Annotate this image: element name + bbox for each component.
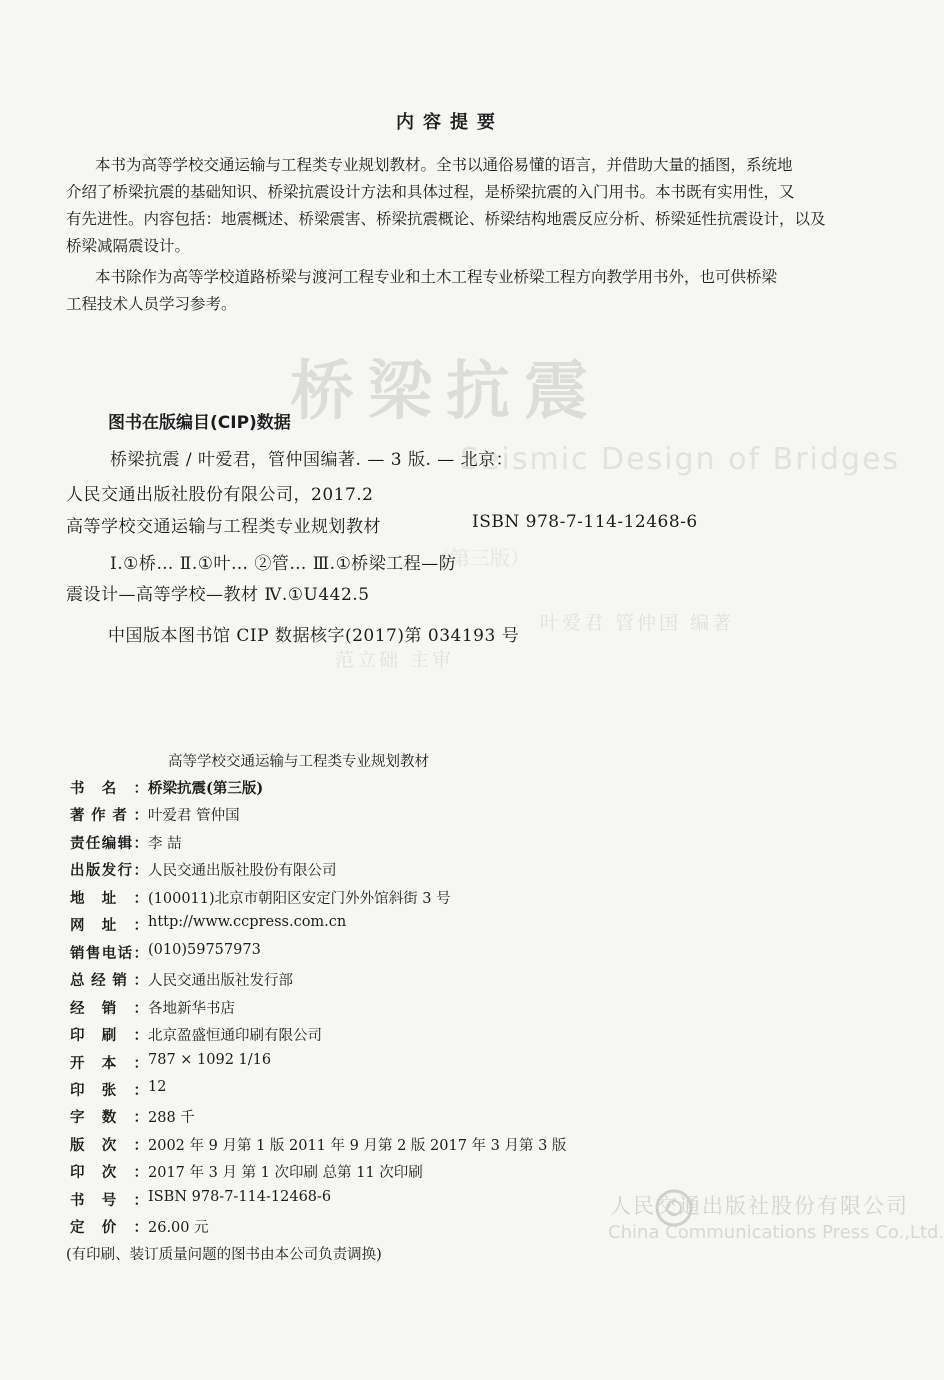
colophon-label: 地 址 ： — [70, 890, 148, 907]
cip-line6: 中国版本图书馆 CIP 数据核字(2017)第 034193 号 — [108, 626, 520, 646]
colophon-series: 高等学校交通运输与工程类专业规划教材 — [168, 754, 429, 770]
colophon-label: 开 本 ： — [70, 1055, 148, 1072]
colophon-row — [70, 1024, 322, 1045]
ghost-reviewer: 范立础 主审 — [335, 649, 455, 671]
colophon-row — [70, 1106, 195, 1127]
cip-line5: 震设计—高等学校—教材 Ⅳ.①U442.5 — [66, 585, 370, 605]
colophon-row — [70, 859, 337, 880]
cip-line2: 人民交通出版社股份有限公司，2017.2 — [66, 485, 374, 505]
publisher-logo-icon — [654, 1188, 694, 1228]
colophon-label: 经 销 ： — [70, 1000, 148, 1017]
colophon-value: 787 × 1092 1/16 — [148, 1051, 272, 1068]
synopsis-p1-line2: 介绍了桥梁抗震的基础知识、桥梁抗震设计方法和具体过程，是桥梁抗震的入门用书。本书既有实用性，又 — [66, 183, 795, 201]
colophon-label: 著 作 者 ： — [70, 808, 148, 825]
colophon-label: 印 张 ： — [70, 1082, 148, 1099]
colophon-value: 人民交通出版社股份有限公司 — [148, 863, 337, 880]
colophon-value: 288 千 — [148, 1110, 195, 1127]
synopsis-title: 内容提要 — [396, 112, 504, 133]
colophon-row — [70, 1161, 423, 1182]
colophon-row — [70, 777, 263, 798]
cip-line3-series: 高等学校交通运输与工程类专业规划教材 — [66, 517, 381, 537]
colophon-label: 定 价 ： — [70, 1220, 148, 1237]
colophon-value: 26.00 元 — [148, 1220, 209, 1237]
colophon-row — [70, 887, 451, 908]
colophon-row — [70, 1189, 331, 1210]
colophon-row — [70, 1052, 271, 1073]
colophon-value: 李 喆 — [148, 835, 182, 852]
colophon-label: 总 经 销 ： — [70, 973, 148, 990]
colophon-row — [70, 914, 346, 935]
colophon-row — [70, 832, 182, 853]
ghost-authors: 叶爱君 管仲国 编著 — [540, 612, 735, 634]
colophon-row — [70, 1216, 209, 1237]
colophon-note: (有印刷、装订质量问题的图书由本公司负责调换) — [66, 1247, 382, 1263]
colophon-label: 印 刷 ： — [70, 1028, 148, 1045]
colophon-row — [70, 1079, 166, 1100]
colophon-label: 书 号 ： — [70, 1192, 148, 1209]
colophon-row — [70, 942, 261, 963]
colophon-value: 叶爱君 管仲国 — [148, 808, 240, 825]
colophon-value: 2017 年 3 月 第 1 次印刷 总第 11 次印刷 — [148, 1165, 423, 1182]
cip-line1: 桥梁抗震 / 叶爱君，管仲国编著. — 3 版. — 北京： — [110, 450, 514, 470]
colophon-label: 网 址 ： — [70, 918, 148, 935]
colophon-value: 12 — [148, 1078, 167, 1095]
ghost-edition: （第三版） — [430, 546, 530, 570]
colophon-label: 印 次 ： — [70, 1165, 148, 1182]
synopsis-p2-line2: 工程技术人员学习参考。 — [66, 295, 237, 313]
cip-line4: Ⅰ.①桥… Ⅱ.①叶… ②管… Ⅲ.①桥梁工程—防 — [110, 554, 457, 574]
ghost-publisher-english: China Communications Press Co.,Ltd. — [608, 1222, 944, 1243]
colophon-label: 版 次 ： — [70, 1137, 148, 1154]
colophon-label: 责 任 编 辑 ： — [70, 835, 148, 852]
colophon-row — [70, 969, 293, 990]
colophon-value: ISBN 978-7-114-12468-6 — [148, 1188, 332, 1205]
cip-line3-isbn: ISBN 978-7-114-12468-6 — [472, 512, 698, 532]
colophon-label: 销 售 电 话 ： — [70, 945, 148, 962]
colophon-value: (010)59757973 — [148, 941, 261, 958]
colophon-row — [70, 804, 240, 825]
colophon-value: 北京盈盛恒通印刷有限公司 — [148, 1028, 322, 1045]
synopsis-p1-line3: 有先进性。内容包括：地震概述、桥梁震害、桥梁抗震概论、桥梁结构地震反应分析、桥梁延性抗震设计，以及 — [66, 210, 826, 228]
colophon-row — [70, 997, 235, 1018]
colophon-value: 人民交通出版社发行部 — [148, 973, 293, 990]
colophon-value: 各地新华书店 — [148, 1000, 235, 1017]
colophon-value: 2002 年 9 月第 1 版 2011 年 9 月第 2 版 2017 年 3 月第 3 版 — [148, 1137, 567, 1154]
colophon-label: 字 数 ： — [70, 1110, 148, 1127]
colophon-value: http://www.ccpress.com.cn — [148, 914, 347, 931]
ghost-english-title: Seismic Design of Bridges — [460, 442, 901, 477]
synopsis-p2-line1: 本书除作为高等学校道路桥梁与渡河工程专业和土木工程专业桥梁工程方向教学用书外，也可供桥梁 — [95, 268, 778, 286]
ghost-publisher: 人民交通出版社股份有限公司 — [610, 1194, 909, 1218]
ghost-book-title: 桥梁抗震 — [290, 355, 602, 429]
colophon-value: 桥梁抗震(第三版) — [148, 780, 264, 797]
colophon-label: 出 版 发 行 ： — [70, 863, 148, 880]
synopsis-p1-line1: 本书为高等学校交通运输与工程类专业规划教材。全书以通俗易懂的语言，并借助大量的插图，系统地 — [95, 156, 793, 174]
synopsis-p1-line4: 桥梁减隔震设计。 — [66, 237, 191, 255]
colophon-row — [70, 1134, 566, 1155]
colophon-label: 书 名 ： — [70, 781, 148, 797]
colophon-value: (100011)北京市朝阳区安定门外外馆斜街 3 号 — [148, 890, 451, 907]
cip-heading: 图书在版编目(CIP)数据 — [108, 413, 291, 433]
